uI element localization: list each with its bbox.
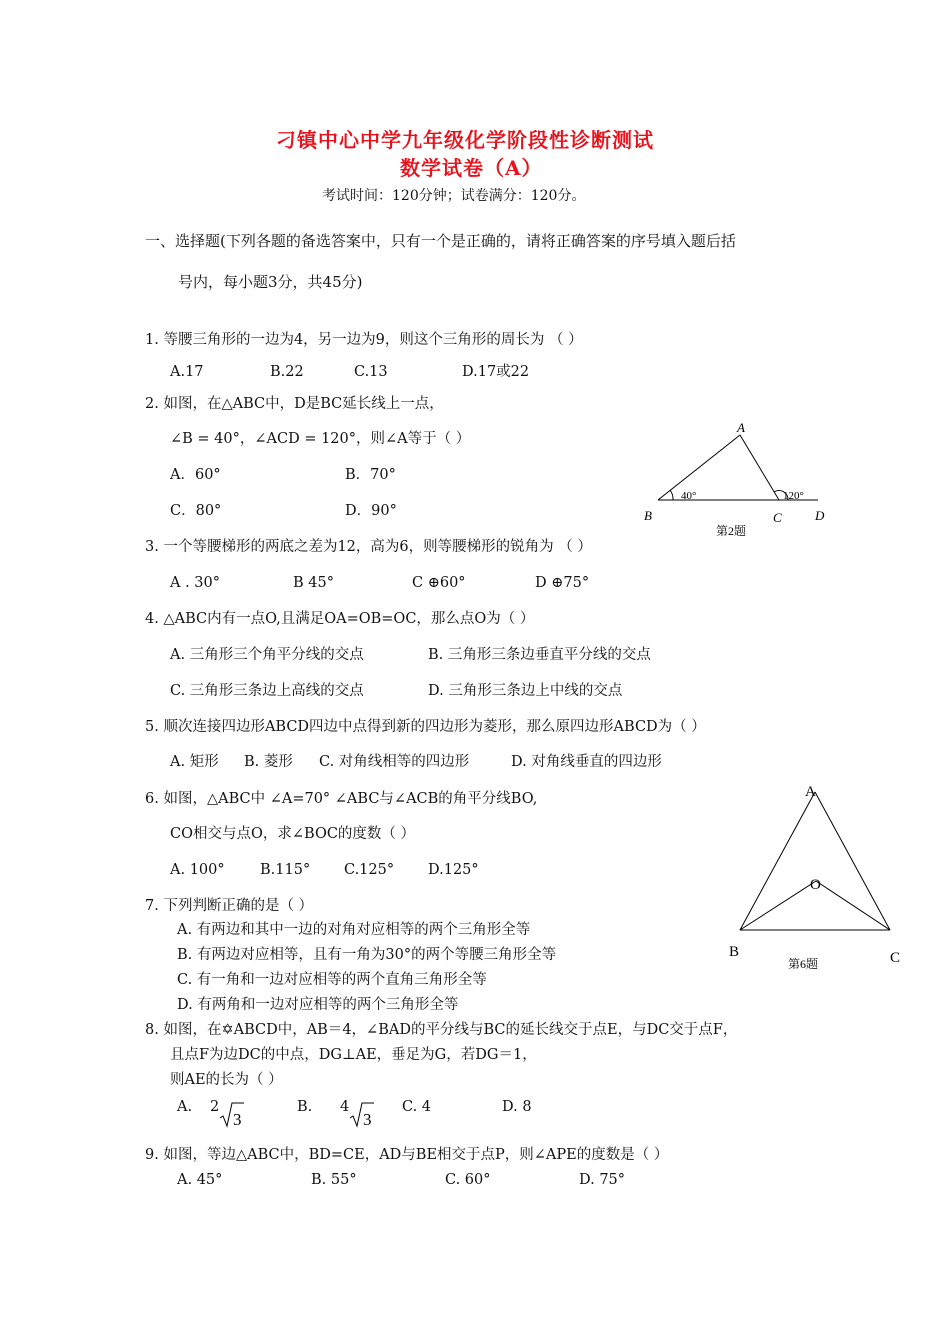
title-line-2: 数学试卷（A） (400, 156, 543, 180)
question-1-stem: 1. 等腰三角形的一边为4，另一边为9，则这个三角形的周长为 （ ） (145, 332, 583, 348)
question-5-option-a: A. 矩形 (170, 754, 219, 770)
question-6-condition: CO相交与点O，求∠BOC的度数（ ） (170, 826, 416, 842)
figure-6-side-ac (815, 792, 890, 930)
figure-2-angle-b-label: 40° (681, 490, 697, 502)
figure-6-label-c: C (890, 950, 901, 966)
question-8-line-2: 且点F为边DC的中点，DG⊥AE，垂足为G，若DG＝1， (170, 1047, 537, 1063)
question-8-line-1: 8. 如图，在✡ABCD中，AB＝4，∠BAD的平分线与BC的延长线交于点E，与DC交于点F， (145, 1022, 738, 1038)
question-9-stem: 9. 如图，等边△ABC中，BD=CE，AD与BE相交于点P，则∠APE的度数是（ ） (145, 1147, 669, 1163)
question-2-stem: 2. 如图，在△ABC中，D是BC延长线上一点， (145, 396, 444, 412)
question-1-option-a: A.17 (170, 364, 204, 380)
exam-info: 考试时间：120分钟；试卷满分：120分。 (322, 188, 586, 204)
figure-2-label-b: B (644, 508, 652, 523)
question-8-option-a-label: A. (177, 1099, 193, 1115)
question-9-option-c: C. 60° (445, 1172, 491, 1188)
question-6-option-a: A. 100° (170, 862, 225, 878)
question-4-option-d: D. 三角形三条边上中线的交点 (428, 683, 623, 699)
question-2-option-b: B．70° (345, 467, 396, 483)
question-3-option-c: C ⊕60° (412, 575, 466, 591)
figure-6-label-b: B (729, 944, 740, 960)
question-8-option-a-radicand: 3 (233, 1110, 242, 1129)
question-6-option-b: B.115° (260, 862, 311, 878)
question-2-figure (640, 418, 840, 543)
figure-6-segment-co (816, 881, 890, 930)
question-7-option-b: B. 有两边对应相等，且有一角为30°的两个等腰三角形全等 (177, 947, 557, 963)
figure-2-caption: 第2题 (716, 524, 747, 538)
question-1-option-b: B.22 (270, 364, 304, 380)
question-8-option-b-sqrt (349, 1101, 375, 1129)
question-8-option-a-coefficient: 2 (210, 1099, 220, 1115)
question-8-option-b-label: B. (297, 1099, 313, 1115)
title-line-1: 刁镇中心中学九年级化学阶段性诊断测试 (276, 128, 654, 152)
question-3-option-b: B 45° (293, 575, 334, 591)
question-5-option-b: B. 菱形 (244, 754, 293, 770)
figure-2-side-ac (740, 435, 779, 500)
question-7-option-a: A. 有两边和其中一边的对角对应相等的两个三角形全等 (177, 922, 531, 938)
question-6-option-c: C.125° (344, 862, 395, 878)
question-7-option-c: C. 有一角和一边对应相等的两个直角三角形全等 (177, 972, 487, 988)
question-9-option-b: B. 55° (311, 1172, 357, 1188)
section-instructions-line-1: 一、选择题(下列各题的备选答案中，只有一个是正确的，请将正确答案的序号填入题后括 (145, 232, 736, 250)
figure-6-label-a: A (805, 784, 816, 800)
question-1-option-c: C.13 (354, 364, 388, 380)
question-2-condition: ∠B = 40°，∠ACD = 120°，则∠A等于（ ） (170, 431, 471, 447)
question-8-option-a-sqrt (219, 1101, 245, 1129)
question-5-option-d: D. 对角线垂直的四边形 (511, 754, 662, 770)
question-3-option-a: A . 30° (170, 575, 220, 591)
question-8-option-d: D. 8 (502, 1099, 532, 1115)
question-4-option-b: B. 三角形三条边垂直平分线的交点 (428, 647, 651, 663)
question-4-option-a: A. 三角形三个角平分线的交点 (170, 647, 364, 663)
question-2-option-d: D．90° (345, 503, 397, 519)
question-3-stem: 3. 一个等腰梯形的两底之差为12，高为6，则等腰梯形的锐角为 （ ） (145, 539, 592, 555)
question-3-option-d: D ⊕75° (535, 575, 590, 591)
figure-2-angle-b-arc (670, 490, 673, 500)
question-8-line-3: 则AE的长为（ ） (170, 1072, 283, 1088)
question-4-stem: 4. △ABC内有一点O,且满足OA=OB=OC，那么点O为（ ） (145, 611, 535, 627)
question-8-option-b-radicand: 3 (363, 1110, 372, 1129)
question-9-option-a: A. 45° (177, 1172, 223, 1188)
question-1-option-d: D.17或22 (462, 364, 530, 380)
question-5-option-c: C. 对角线相等的四边形 (319, 754, 470, 770)
figure-6-segment-bo (740, 881, 816, 930)
section-instructions-line-2: 号内，每小题3分，共45分) (178, 273, 363, 291)
figure-2-label-a: A (737, 420, 745, 435)
figure-6-side-ab (740, 792, 815, 930)
question-6-stem: 6. 如图，△ABC中 ∠A=70° ∠ABC与∠ACB的角平分线BO, (145, 791, 538, 807)
question-5-stem: 5. 顺次连接四边形ABCD四边中点得到新的四边形为菱形，那么原四边形ABCD为（ ） (145, 719, 706, 735)
question-2-option-a: A．60° (170, 467, 221, 483)
question-7-stem: 7. 下列判断正确的是（ ） (145, 898, 314, 914)
question-4-option-c: C. 三角形三条边上高线的交点 (170, 683, 364, 699)
question-8-option-b-coefficient: 4 (340, 1099, 350, 1115)
figure-2-label-c: C (773, 510, 782, 525)
question-9-option-d: D. 75° (579, 1172, 626, 1188)
question-8-option-c: C. 4 (402, 1099, 432, 1115)
question-2-option-c: C．80° (170, 503, 222, 519)
question-6-option-d: D.125° (428, 862, 479, 878)
figure-6-label-o: O (810, 877, 821, 893)
figure-2-angle-c-label: 120° (783, 490, 804, 502)
figure-6-caption: 第6题 (788, 957, 819, 971)
question-7-option-d: D. 有两角和一边对应相等的两个三角形全等 (177, 997, 459, 1013)
figure-2-label-d: D (815, 508, 825, 523)
question-6-figure (720, 780, 910, 975)
